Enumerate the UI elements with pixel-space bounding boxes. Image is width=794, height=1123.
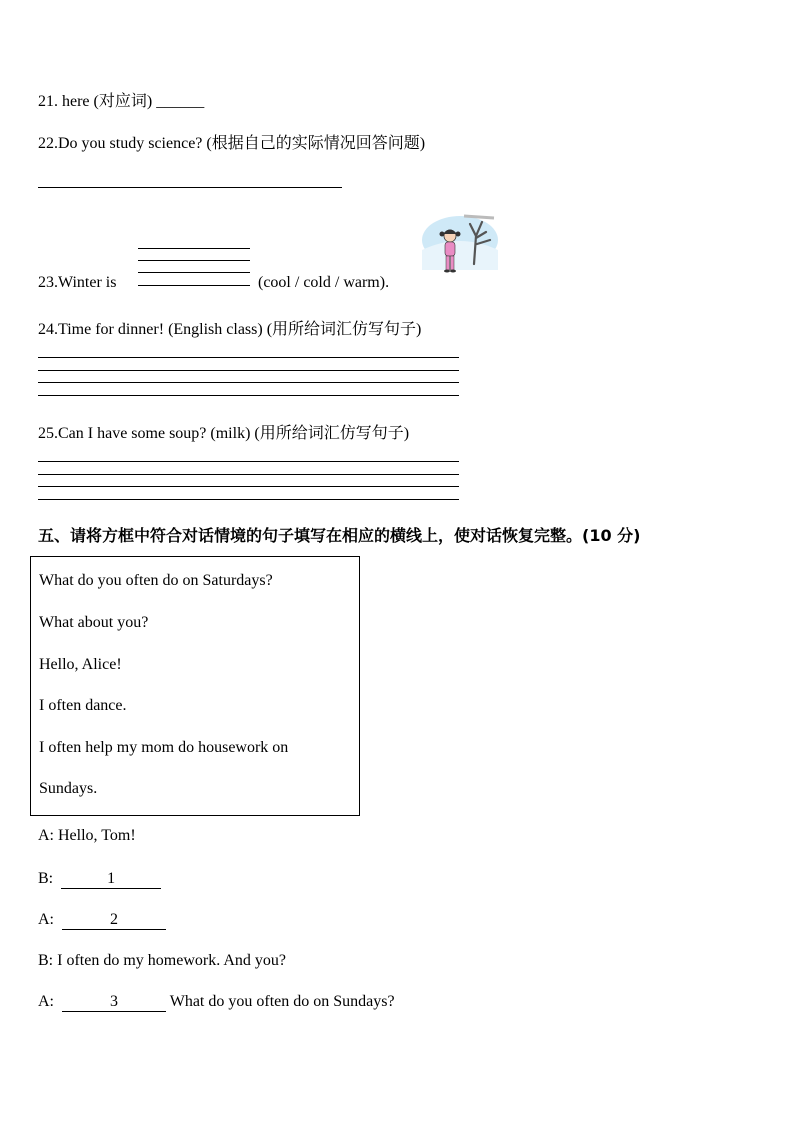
answer-line[interactable] bbox=[38, 395, 459, 396]
option-item: I often dance. bbox=[39, 697, 127, 714]
answer-line[interactable] bbox=[38, 486, 459, 487]
dialogue-line bbox=[38, 952, 286, 970]
answer-blank-3[interactable]: 3 bbox=[62, 993, 166, 1012]
question-24-text: 24.Time for dinner! (English class) (用所给词汇仿写句子) bbox=[38, 321, 422, 338]
answer-line[interactable] bbox=[38, 370, 459, 371]
dialogue-text: Hello, Tom! bbox=[58, 827, 136, 844]
answer-blank-1[interactable]: 1 bbox=[61, 870, 161, 889]
speaker-label: B: bbox=[38, 952, 54, 969]
options-box bbox=[30, 556, 360, 816]
option-item: Hello, Alice! bbox=[39, 656, 122, 673]
speaker-label: A: bbox=[38, 827, 54, 844]
section-5-heading: 五、请将方框中符合对话情境的句子填写在相应的横线上，使对话恢复完整。(10 分) bbox=[38, 526, 641, 545]
dialogue-line bbox=[38, 911, 166, 930]
option-item: What about you? bbox=[39, 614, 149, 631]
question-21-blank: ______ bbox=[156, 93, 205, 110]
dialogue-text: What do you often do on Sundays? bbox=[169, 993, 395, 1010]
answer-line[interactable] bbox=[38, 499, 459, 500]
answer-line[interactable] bbox=[38, 357, 459, 358]
answer-blank-2[interactable]: 2 bbox=[62, 911, 166, 930]
option-item: What do you often do on Saturdays? bbox=[39, 572, 273, 589]
dialogue-line bbox=[38, 993, 395, 1012]
question-21 bbox=[38, 88, 204, 111]
answer-line[interactable] bbox=[138, 248, 250, 249]
question-25-text: 25.Can I have some soup? (milk) (用所给词汇仿写句子) bbox=[38, 425, 410, 442]
option-item: Sundays. bbox=[39, 780, 98, 797]
girl-in-winter-icon bbox=[420, 210, 500, 280]
answer-line[interactable] bbox=[38, 187, 342, 188]
dialogue-text: I often do my homework. And you? bbox=[57, 952, 286, 969]
answer-line[interactable] bbox=[138, 260, 250, 261]
answer-line[interactable] bbox=[38, 382, 459, 383]
question-23-prefix: 23.Winter is bbox=[38, 274, 117, 291]
answer-line[interactable] bbox=[138, 272, 250, 273]
answer-line[interactable] bbox=[38, 461, 459, 462]
dialogue-line bbox=[38, 827, 136, 845]
answer-line[interactable] bbox=[138, 285, 250, 286]
answer-line[interactable] bbox=[38, 474, 459, 475]
option-item: I often help my mom do housework on bbox=[39, 739, 289, 756]
dialogue-line bbox=[38, 870, 161, 889]
question-22-text: 22.Do you study science? (根据自己的实际情况回答问题) bbox=[38, 135, 426, 152]
question-23-suffix: (cool / cold / warm). bbox=[258, 274, 390, 291]
speaker-label: B: bbox=[38, 870, 54, 887]
speaker-label: A: bbox=[38, 993, 54, 1010]
question-21-text: 21. here (对应词) bbox=[38, 93, 153, 110]
speaker-label: A: bbox=[38, 911, 54, 928]
